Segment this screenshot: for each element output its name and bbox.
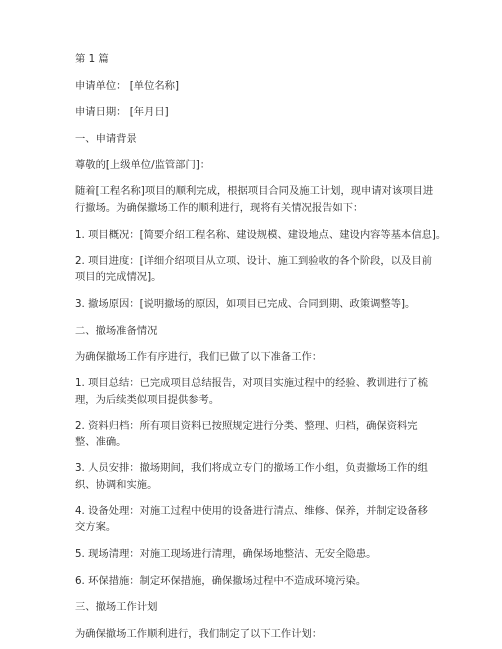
preparation-item-1: 1. 项目总结：已完成项目总结报告，对项目实施过程中的经验、教训进行了梳理，为后续类似项目提供参考。 [75,377,428,406]
preparation-item-4: 4. 设备处理：对施工过程中使用的设备进行清点、维修、保养，并制定设备移交方案。 [75,504,428,533]
preparation-item-6: 6. 环保措施：制定环保措施，确保撤场过程中不造成环境污染。 [75,574,367,587]
background-item-3: 3. 撤场原因：[说明撤场的原因，如项目已完成、合同到期、政策调整等]。 [75,298,416,310]
applicant-line: 申请单位： [单位名称] [75,79,179,92]
preparation-item-5: 5. 现场清理：对施工现场进行清理，确保场地整洁、无安全隐患。 [75,548,377,560]
section-title-preparation: 二、撤场准备情况 [75,324,158,337]
background-item-1: 1. 项目概况：[简要介绍工程名称、建设规模、建设地点、建设内容等基本信息]。 [75,228,447,241]
document-body [75,50,447,643]
plan-intro: 为确保撤场工作顺利进行，我们制定了以下工作计划： [75,627,323,640]
intro-paragraph: 随着[工程名称]项目的顺利完成，根据项目合同及施工计划，现申请对该项目进行撤场。为确保撤场工作的顺利进行，现将有关情况报告如下： [75,185,434,214]
section-title-background: 一、申请背景 [75,132,137,145]
document-heading: 第 1 篇 [75,53,109,65]
preparation-item-3: 3. 人员安排：撤场期间，我们将成立专门的撤场工作小组，负责撤场工作的组织、协调和实施。 [75,462,428,491]
section-title-plan: 三、撤场工作计划 [75,601,158,613]
preparation-item-2: 2. 资料归档：所有项目资料已按照规定进行分类、整理、归档，确保资料完整、准确。 [75,419,418,448]
background-item-2: 2. 项目进度：[详细介绍项目从立项、设计、施工到验收的各个阶段，以及目前项目的完成情况]。 [75,254,432,283]
date-line: 申请日期： [年月日] [75,106,169,118]
preparation-intro: 为确保撤场工作有序进行，我们已做了以下准备工作： [75,351,323,363]
salutation: 尊敬的[上级单位/监管部门]： [75,159,211,171]
